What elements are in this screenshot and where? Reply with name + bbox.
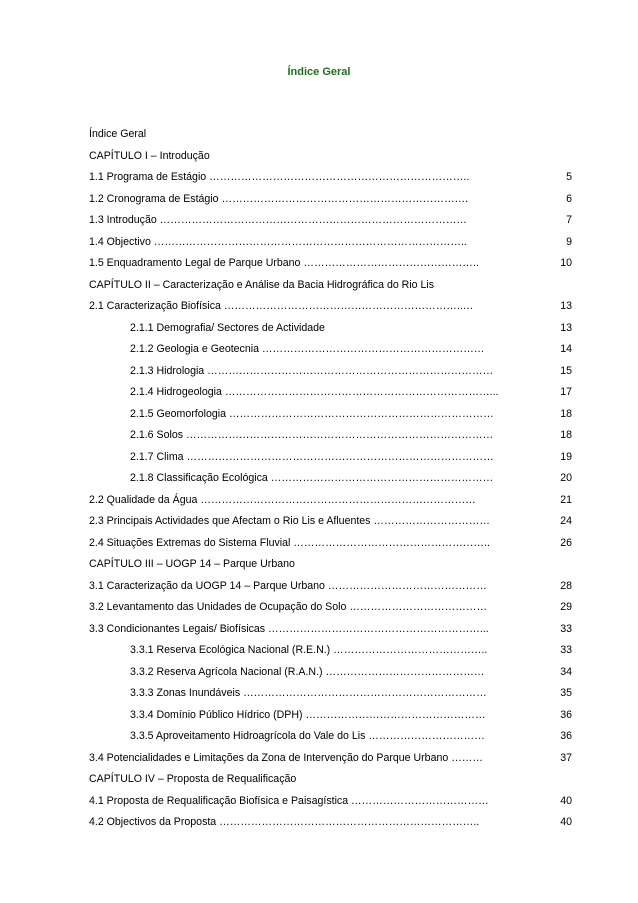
- toc-entry: [89, 597, 572, 619]
- toc-entry-page: 21: [560, 493, 572, 506]
- toc-entry: [89, 339, 572, 361]
- toc-entry: [89, 425, 572, 447]
- toc-entry: [89, 447, 572, 469]
- toc-entry-text: 2.1 Caracterização Biofísica …………………………………………………………..…: [89, 300, 474, 312]
- toc-entry: [89, 189, 572, 211]
- toc-entry-page: 17: [560, 386, 572, 398]
- toc-entry: [89, 662, 572, 684]
- toc-entry-text: 2.1.1 Demografia/ Sectores de Actividade: [130, 321, 325, 334]
- toc-entry-page: 28: [560, 579, 572, 592]
- toc-entry-text: 2.1.5 Geomorfologia …………………………………………………………………: [130, 407, 494, 420]
- toc-entry-text: 3.3.5 Aproveitamento Hidroagrícola do Vale do Lis ……………………………: [130, 730, 485, 742]
- toc-entry-text: 1.1 Programa de Estágio ………………………………………………………………..: [89, 171, 470, 183]
- toc-entry-page: [548, 769, 572, 791]
- toc-entry: [89, 124, 572, 146]
- toc-entry: [89, 275, 572, 297]
- toc-entry-page: 10: [560, 257, 572, 269]
- toc-entry-page: 37: [560, 751, 572, 764]
- toc-entry-page: 19: [560, 450, 572, 463]
- toc-entry-page: 5: [566, 171, 572, 183]
- toc-entry-text: 1.3 Introdução ……………………………………………………………………………: [89, 214, 467, 226]
- toc-entry: [89, 726, 572, 748]
- toc-entry: [89, 232, 572, 254]
- toc-entry: [89, 490, 572, 512]
- toc-entry: [89, 296, 572, 318]
- toc-entry-text: 4.2 Objectivos da Proposta ………………………………………………………………..: [89, 816, 480, 828]
- toc-entry: [89, 210, 572, 232]
- toc-entry-page: 40: [560, 794, 572, 807]
- toc-entry-page: 24: [560, 515, 572, 527]
- toc-entry-page: 18: [560, 429, 572, 441]
- toc-entry: [89, 146, 572, 168]
- toc-entry-text: 2.1.8 Classificação Ecológica ………………………………………………………: [130, 472, 494, 484]
- toc-entry-text: 3.2 Levantamento das Unidades de Ocupação do Solo …………………………………: [89, 601, 488, 613]
- toc-entry-page: 14: [560, 343, 572, 355]
- toc-entry-text: 3.3.2 Reserva Agrícola Nacional (R.A.N.) ………………………………………: [130, 665, 485, 678]
- toc-entry-page: 36: [560, 730, 572, 742]
- toc-entry-text: 1.5 Enquadramento Legal de Parque Urbano …………………………………………..: [89, 257, 479, 269]
- toc-entry: [89, 404, 572, 426]
- toc-entry-page: 26: [560, 536, 572, 549]
- toc-entry-text: 2.1.7 Clima ……………………………………………………………………………: [130, 450, 494, 463]
- toc-entry: [89, 382, 572, 404]
- toc-entry: [89, 468, 572, 490]
- toc-entry-text: 3.1 Caracterização da UOGP 14 – Parque Urbano ………………………………………: [89, 579, 487, 592]
- toc-entry: [89, 791, 572, 813]
- toc-entry-page: 13: [560, 300, 572, 312]
- toc-entry: [89, 361, 572, 383]
- toc-entry-text: 2.1.4 Hidrogeologia …………………………………………………………………...: [130, 386, 499, 398]
- toc-entry-text: 3.3.1 Reserva Ecológica Nacional (R.E.N.) ……………………………………..: [130, 644, 488, 656]
- toc-entry-page: 33: [560, 644, 572, 656]
- toc-entry-page: 36: [560, 708, 572, 721]
- toc-entry-text: 3.3.4 Domínio Público Hídrico (DPH) ……………………………………………: [130, 708, 486, 721]
- toc-entry: [89, 533, 572, 555]
- toc-entry: [89, 640, 572, 662]
- toc-entry-page: 9: [566, 235, 572, 248]
- toc-entry-page: 6: [566, 192, 572, 205]
- toc-entry: [89, 167, 572, 189]
- toc-entry-page: 18: [560, 407, 572, 420]
- toc-entry-page: 15: [560, 364, 572, 377]
- toc-entry: [89, 705, 572, 727]
- toc-entry-text: 2.1.3 Hidrologia ………………………………………………………………………: [130, 364, 494, 377]
- toc-entry: [89, 769, 572, 791]
- toc-entry-page: [548, 554, 572, 576]
- toc-entry: [89, 812, 572, 834]
- toc-entry-page: 33: [560, 622, 572, 635]
- toc-entry-text: CAPÍTULO II – Caracterização e Análise da Bacia Hidrográfica do Rio Lis: [89, 278, 435, 291]
- toc-entry-text: 3.3.3 Zonas Inundáveis ……………………………………………………………: [130, 687, 487, 699]
- toc-entry-text: 3.4 Potencialidades e Limitações da Zona de Intervenção do Parque Urbano ………: [89, 751, 483, 764]
- toc-entry-text: CAPÍTULO III – UOGP 14 – Parque Urbano: [89, 558, 295, 570]
- toc-entry-text: 4.1 Proposta de Requalificação Biofísica e Paisagística …………………………………: [89, 794, 489, 807]
- toc-entry-page: 40: [560, 816, 572, 828]
- toc-entry: [89, 511, 572, 533]
- toc-entry-text: 2.3 Principais Actividades que Afectam o Rio Lis e Afluentes ……………………………: [89, 515, 490, 527]
- toc-entry-text: Índice Geral: [89, 128, 147, 140]
- page-title: Índice Geral: [287, 66, 351, 78]
- toc-entry-page: [548, 146, 572, 168]
- toc-entry: [89, 318, 572, 340]
- toc-entry-page: 13: [560, 321, 572, 334]
- table-of-contents: [89, 124, 572, 834]
- toc-entry-page: 35: [560, 687, 572, 699]
- toc-entry: [89, 683, 572, 705]
- toc-entry-page: 29: [560, 601, 572, 613]
- toc-entry-text: 2.2 Qualidade da Água ……………………………………………………………………: [89, 493, 476, 506]
- toc-entry-text: 1.2 Cronograma de Estágio …………………………………………………………….: [89, 192, 469, 205]
- toc-entry-page: 34: [560, 665, 572, 678]
- toc-entry-text: 3.3 Condicionantes Legais/ Biofísicas ……………………………………………………...: [89, 622, 489, 635]
- toc-entry: [89, 748, 572, 770]
- toc-entry-page: [548, 275, 572, 297]
- toc-entry-page: 20: [560, 472, 572, 484]
- toc-entry-text: 2.1.6 Solos ……………………………………………………………………………: [130, 429, 494, 441]
- toc-entry-page: [548, 124, 572, 146]
- toc-entry-text: CAPÍTULO IV – Proposta de Requalificação: [89, 773, 297, 785]
- toc-entry: [89, 253, 572, 275]
- toc-entry: [89, 554, 572, 576]
- toc-entry-text: CAPÍTULO I – Introdução: [89, 149, 210, 162]
- toc-entry: [89, 619, 572, 641]
- toc-entry: [89, 576, 572, 598]
- toc-entry-text: 2.1.2 Geologia e Geotecnia ………………………………………………………: [130, 343, 485, 355]
- toc-entry-text: 2.4 Situações Extremas do Sistema Fluvial ………………………………………………..: [89, 536, 490, 549]
- toc-entry-page: 7: [566, 214, 572, 226]
- toc-entry-text: 1.4 Objectivo ……………………………………………………………………………..: [89, 235, 467, 248]
